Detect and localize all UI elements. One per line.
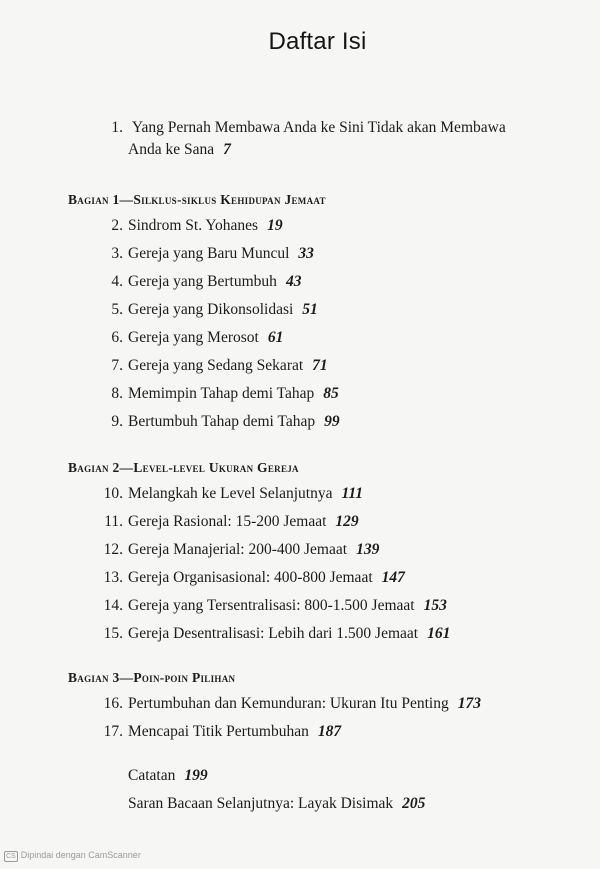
page-title: Daftar Isi bbox=[268, 28, 367, 55]
entry-page: 139 bbox=[356, 541, 380, 558]
toc-entry bbox=[97, 722, 341, 742]
part-heading-2: Bagian 2—Level-level Ukuran Gereja bbox=[68, 460, 299, 475]
backmatter-entry bbox=[128, 794, 425, 814]
entry-title: Bertumbuh Tahap demi Tahap bbox=[128, 413, 316, 430]
entry-page: 205 bbox=[402, 795, 426, 812]
toc-entry bbox=[105, 244, 314, 264]
entry-title-cont: Anda ke Sana bbox=[128, 141, 215, 158]
entry-page: 153 bbox=[423, 597, 447, 614]
entry-title: Yang Pernah Membawa Anda ke Sini Tidak akan Membawa bbox=[131, 119, 506, 136]
entry-title: Gereja Organisasional: 400-800 Jemaat bbox=[128, 569, 373, 586]
entry-title: Memimpin Tahap demi Tahap bbox=[128, 385, 315, 402]
entry-number: 2. bbox=[111, 217, 123, 234]
toc-entry bbox=[105, 412, 340, 432]
entry-page: 7 bbox=[223, 141, 231, 158]
entry-page: 19 bbox=[267, 217, 283, 234]
entry-number: 16. bbox=[103, 695, 123, 712]
entry-title: Gereja Desentralisasi: Lebih dari 1.500 Jemaat bbox=[128, 625, 419, 642]
entry-number: 3. bbox=[111, 245, 123, 262]
entry-number: 7. bbox=[111, 357, 123, 374]
toc-entry bbox=[97, 624, 450, 644]
entry-number: 9. bbox=[111, 413, 123, 430]
toc-entry bbox=[105, 300, 318, 320]
toc-entry bbox=[105, 328, 283, 348]
entry-page: 199 bbox=[184, 767, 208, 784]
toc-entry bbox=[105, 356, 328, 376]
entry-title: Gereja yang Sedang Sekarat bbox=[128, 357, 304, 374]
camscanner-icon: CS bbox=[6, 853, 16, 860]
toc-entry-1-cont bbox=[128, 140, 231, 160]
toc-entry bbox=[97, 512, 359, 532]
entry-title: Pertumbuhan dan Kemunduran: Ukuran Itu Penting bbox=[128, 695, 449, 712]
toc-entry bbox=[97, 694, 481, 714]
entry-title: Gereja yang Baru Muncul bbox=[128, 245, 290, 262]
entry-title: Gereja yang Merosot bbox=[128, 329, 259, 346]
entry-number: 4. bbox=[111, 273, 123, 290]
entry-title: Melangkah ke Level Selanjutnya bbox=[128, 485, 333, 502]
entry-title: Mencapai Titik Pertumbuhan bbox=[128, 723, 309, 740]
toc-entry-1 bbox=[105, 118, 506, 138]
entry-page: 187 bbox=[317, 723, 342, 740]
entry-title: Gereja yang Tersentralisasi: 800-1.500 Jemaat bbox=[128, 597, 415, 614]
entry-number: 8. bbox=[111, 385, 123, 402]
entry-page: 43 bbox=[285, 273, 302, 290]
entry-page: 173 bbox=[457, 695, 481, 712]
entry-number: 5. bbox=[111, 301, 123, 318]
entry-number: 15. bbox=[103, 625, 123, 642]
toc-entry bbox=[97, 484, 363, 504]
entry-number: 17. bbox=[103, 723, 123, 740]
entry-page: 129 bbox=[335, 513, 359, 530]
toc-entry bbox=[105, 216, 283, 236]
toc-entry bbox=[105, 272, 301, 292]
entry-number: 14. bbox=[103, 597, 123, 614]
part-heading-1: Bagian 1—Silklus-siklus Kehidupan Jemaat bbox=[68, 192, 326, 207]
entry-page: 99 bbox=[324, 413, 340, 430]
scanner-watermark bbox=[4, 850, 141, 862]
entry-title: Saran Bacaan Selanjutnya: Layak Disimak bbox=[128, 795, 394, 812]
entry-page: 61 bbox=[267, 329, 284, 346]
toc-entry bbox=[97, 540, 379, 560]
entry-page: 51 bbox=[302, 301, 318, 318]
entry-page: 161 bbox=[427, 625, 451, 642]
entry-page: 147 bbox=[381, 569, 405, 586]
entry-number: 11. bbox=[104, 513, 123, 530]
entry-title: Catatan bbox=[128, 767, 176, 784]
watermark-text: Dipindai dengan CamScanner bbox=[20, 850, 141, 860]
entry-number: 1. bbox=[111, 119, 123, 136]
toc-entry bbox=[97, 596, 447, 616]
entry-number: 10. bbox=[103, 485, 123, 502]
entry-number: 12. bbox=[103, 541, 123, 558]
entry-number: 13. bbox=[103, 569, 123, 586]
backmatter-entry bbox=[128, 766, 208, 786]
entry-title: Sindrom St. Yohanes bbox=[128, 217, 259, 234]
entry-page: 85 bbox=[323, 385, 339, 402]
toc-entry bbox=[97, 568, 405, 588]
entry-number: 6. bbox=[111, 329, 123, 346]
entry-title: Gereja Manajerial: 200-400 Jemaat bbox=[128, 541, 348, 558]
entry-page: 33 bbox=[298, 245, 314, 262]
entry-title: Gereja Rasional: 15-200 Jemaat bbox=[128, 513, 327, 530]
entry-title: Gereja yang Dikonsolidasi bbox=[128, 301, 294, 318]
toc-entry bbox=[105, 384, 339, 404]
entry-page: 71 bbox=[312, 357, 328, 374]
part-heading-3: Bagian 3—Poin-poin Pilihan bbox=[68, 670, 236, 685]
entry-page: 111 bbox=[341, 485, 363, 502]
entry-title: Gereja yang Bertumbuh bbox=[128, 273, 277, 290]
